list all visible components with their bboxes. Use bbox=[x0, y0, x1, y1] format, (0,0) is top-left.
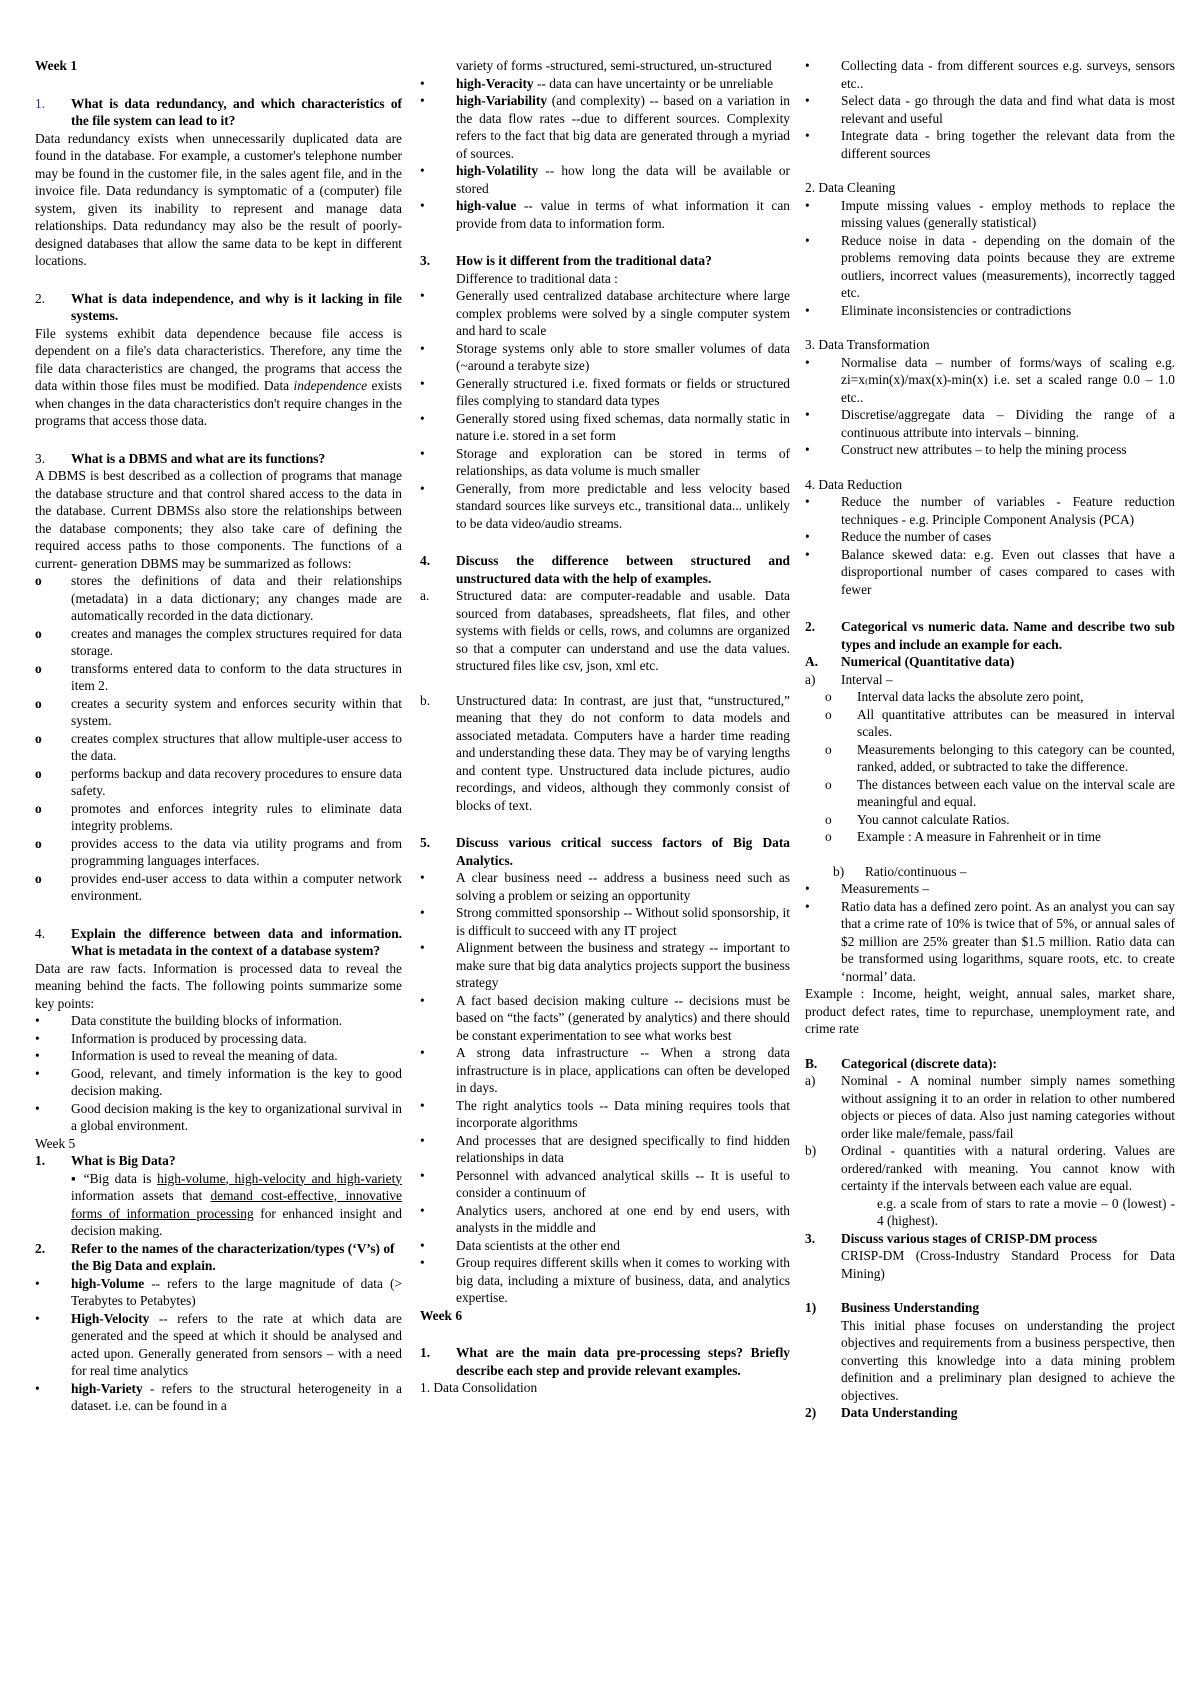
list-item-text: Information is produced by processing data. bbox=[71, 1030, 307, 1046]
question-text: Discuss the difference between structured and unstructured data with the help of examples. bbox=[456, 553, 790, 586]
bullet-icon: • bbox=[420, 1255, 425, 1270]
answer-text: A DBMS is best described as a collection of programs that manage the database structure and that control shared access to the data in the database. Current DBMSs also store the relationships between the database components; they also take care of defining the required access paths to those components. The functions of a current- generation DBMS may be summarized as follows: bbox=[35, 468, 402, 571]
list-item-text: transforms entered data to conform to the data structures in item 2. bbox=[71, 660, 402, 693]
list-item bbox=[35, 1310, 402, 1380]
bullet-icon: • bbox=[805, 354, 810, 370]
circle-bullet-icon: o bbox=[35, 765, 42, 781]
bullet-icon: • bbox=[805, 407, 810, 422]
list-item bbox=[805, 898, 1175, 986]
bullet-icon: • bbox=[35, 1030, 40, 1046]
question-text: What are the main data pre-processing steps? Briefly describe each step and provide relevant examples. bbox=[456, 1345, 790, 1378]
list-item-text: Interval – bbox=[841, 671, 893, 687]
circle-bullet-icon: o bbox=[35, 660, 42, 676]
question-text: Discuss various critical success factors of Big Data Analytics. bbox=[456, 835, 790, 868]
term: high-Variability bbox=[456, 93, 548, 108]
big-data-definition bbox=[35, 1170, 402, 1240]
w6-question-2 bbox=[805, 618, 1175, 653]
bullet-icon: • bbox=[35, 1380, 40, 1396]
week-6-heading: Week 6 bbox=[420, 1307, 463, 1323]
section-title: Categorical (discrete data): bbox=[841, 1055, 997, 1071]
question-text: How is it different from the traditional data? bbox=[456, 253, 712, 268]
question-text: Categorical vs numeric data. Name and describe two sub types and include an example for each. bbox=[841, 619, 1175, 652]
list-item bbox=[35, 572, 402, 625]
list-item bbox=[420, 162, 790, 197]
circle-bullet-icon: o bbox=[825, 689, 832, 704]
stage-title: Business Understanding bbox=[841, 1300, 980, 1315]
answer-text: Data redundancy exists when unnecessarily duplicated data are found in the database. For example, a customer's telephone number may be found in the customer file, in the sales agent file, and in the invoice file. Data redundancy is symptomatic of a (computer) file system, given its inability to represent and manage data relationships. Data redundancy may also be the result of poorly-designed databases that allow the same data to be kept in different locations. bbox=[35, 130, 402, 268]
list-item bbox=[805, 354, 1175, 407]
list-item bbox=[420, 1097, 790, 1132]
list-item-text: promotes and enforces integrity rules to eliminate data integrity problems. bbox=[71, 800, 402, 833]
bullet-icon: • bbox=[805, 93, 810, 108]
list-item-text: Balance skewed data: e.g. Even out classes that have a disproportional number of cases compared to cases with fewer bbox=[841, 546, 1175, 597]
question-number: 4. bbox=[35, 925, 46, 941]
list-item bbox=[420, 92, 790, 162]
bullet-icon: • bbox=[420, 992, 425, 1008]
list-item-text: -- value in terms of what information it can provide from data to information form. bbox=[456, 198, 790, 231]
bullet-icon: • bbox=[805, 529, 810, 544]
crisp-stage-1 bbox=[805, 1299, 1175, 1317]
list-item-text: -- how long the data will be available or stored bbox=[456, 163, 790, 196]
list-item-continuation: variety of forms -structured, semi-structured, un-structured bbox=[456, 58, 772, 73]
bullet-icon: • bbox=[420, 75, 425, 91]
bullet-icon: • bbox=[420, 163, 425, 178]
definition-part: information assets that bbox=[71, 1188, 211, 1203]
key-points-list bbox=[35, 1012, 402, 1135]
bullet-icon: • bbox=[420, 940, 425, 955]
list-item bbox=[35, 800, 402, 835]
term: high-Volume bbox=[71, 1275, 145, 1291]
question-number: 5. bbox=[420, 835, 431, 850]
stage-number: 1) bbox=[805, 1300, 817, 1315]
bullet-icon: • bbox=[35, 1275, 40, 1291]
list-item bbox=[35, 695, 402, 730]
list-item-text: Impute missing values - employ methods to replace the missing values (generally statistical) bbox=[841, 197, 1175, 230]
definition-underlined: demand cost-effective, innovative forms of information processing bbox=[71, 1188, 402, 1221]
ratio-item bbox=[805, 863, 1175, 881]
step-heading: 2. Data Cleaning bbox=[805, 180, 896, 195]
question-text: What is Big Data? bbox=[71, 1153, 176, 1168]
step-heading: 1. Data Consolidation bbox=[420, 1380, 538, 1395]
list-item-text: Generally stored using fixed schemas, data normally static in nature i.e. stored in a set form bbox=[456, 410, 790, 443]
list-item-text: Reduce the number of cases bbox=[841, 529, 992, 544]
list-item bbox=[420, 1132, 790, 1167]
ordinal-example: e.g. a scale from of stars to rate a movie – 0 (lowest) - 4 (highest). bbox=[877, 1195, 1175, 1228]
bullet-icon: • bbox=[805, 197, 810, 213]
success-factors-list bbox=[420, 869, 790, 1307]
list-item-text: provides access to the data via utility programs and from programming languages interfaces. bbox=[71, 835, 402, 868]
ratio-example: Example : Income, height, weight, annual sales, market share, product defect rates, time to repurchase, unemployment rate, and crime rate bbox=[805, 986, 1175, 1036]
list-item-text: Group requires different skills when it comes to working with big data, including a mixture of business, data, and analytics expertise. bbox=[456, 1255, 790, 1305]
circle-bullet-icon: o bbox=[825, 706, 832, 722]
question-2 bbox=[35, 290, 402, 325]
term: high-Variety bbox=[71, 1380, 143, 1396]
circle-bullet-icon: o bbox=[35, 573, 42, 588]
bullet-icon: • bbox=[420, 1167, 425, 1183]
w6-question-3 bbox=[805, 1230, 1175, 1248]
list-item bbox=[805, 92, 1175, 127]
bullet-icon: • bbox=[420, 198, 425, 213]
list-item-text: Select data - go through the data and find what data is most relevant and useful bbox=[841, 93, 1175, 126]
w6-question-1 bbox=[420, 1344, 790, 1379]
list-marker: b) bbox=[805, 1143, 817, 1158]
list-item bbox=[805, 127, 1175, 162]
term: high-Veracity bbox=[456, 75, 534, 91]
numerical-heading bbox=[805, 653, 1175, 671]
bullet-icon: • bbox=[805, 58, 810, 73]
question-number: 3. bbox=[35, 450, 46, 466]
definition-underlined: high-volume, high-velocity and high-variety bbox=[157, 1170, 402, 1186]
list-item-text: Ratio/continuous – bbox=[865, 863, 967, 879]
bullet-icon: • bbox=[420, 1237, 425, 1253]
list-item-text: Ordinal - quantities with a natural ordering. Values are ordered/ranked with meaning. You cannot know with certainty if the intervals between each value are equal. bbox=[841, 1143, 1175, 1193]
bullet-icon: • bbox=[805, 494, 810, 509]
w5-question-5 bbox=[420, 834, 790, 869]
question-number: 2. bbox=[35, 1240, 46, 1256]
bullet-icon: • bbox=[805, 881, 810, 896]
list-item-text: Generally, from more predictable and less velocity based standard sources like surveys etc., transitional data... unlikely to be data video/audio streams. bbox=[456, 480, 790, 531]
list-item bbox=[35, 625, 402, 660]
bullet-icon: • bbox=[420, 410, 425, 426]
list-item-text: Generally used centralized database architecture where large complex problems were solved by a single computer system and hard to scale bbox=[456, 288, 790, 338]
bullet-icon: • bbox=[35, 1048, 40, 1063]
circle-bullet-icon: o bbox=[35, 625, 42, 641]
list-item-text: Good, relevant, and timely information is the key to good decision making. bbox=[71, 1065, 402, 1098]
list-item bbox=[420, 1044, 790, 1097]
circle-bullet-icon: o bbox=[825, 741, 832, 757]
question-number: 1. bbox=[35, 95, 46, 111]
list-item-text: Interval data lacks the absolute zero point, bbox=[857, 689, 1084, 704]
list-item bbox=[420, 445, 790, 480]
term: High-Velocity bbox=[71, 1310, 150, 1326]
question-number: 1. bbox=[420, 1345, 431, 1360]
list-item bbox=[35, 1030, 402, 1048]
list-item-text: The right analytics tools -- Data mining requires tools that incorporate algorithms bbox=[456, 1097, 790, 1130]
list-item-text: Storage and exploration can be stored in terms of relationships, as data volume is much smaller bbox=[456, 445, 790, 478]
list-item bbox=[35, 1047, 402, 1065]
bullet-icon: • bbox=[420, 445, 425, 461]
answer-italic: independence bbox=[293, 378, 368, 393]
list-item bbox=[35, 660, 402, 695]
circle-bullet-icon: o bbox=[35, 835, 42, 851]
list-item bbox=[805, 406, 1175, 441]
categorical-heading bbox=[805, 1055, 1175, 1073]
list-item bbox=[420, 1202, 790, 1237]
list-item-text: Discretise/aggregate data – Dividing the range of a continuous attribute into intervals – binning. bbox=[841, 407, 1175, 440]
step-heading: 3. Data Transformation bbox=[805, 337, 930, 352]
list-item bbox=[805, 741, 1175, 776]
list-item-text: Information is used to reveal the meaning of data. bbox=[71, 1048, 338, 1063]
list-item-text: performs backup and data recovery procedures to ensure data safety. bbox=[71, 765, 402, 798]
list-item bbox=[805, 828, 1175, 846]
list-item bbox=[805, 880, 1175, 898]
list-item-text: -- refers to the rate at which data are generated and the speed at which it should be analysed and acted upon. Generally generated from sensors – with a need for real time analytics bbox=[71, 1310, 402, 1378]
bullet-icon: • bbox=[35, 1100, 40, 1116]
list-item-text: - refers to the structural heterogeneity in a dataset. i.e. can be found in a bbox=[71, 1380, 402, 1413]
list-item bbox=[420, 1167, 790, 1202]
bullet-icon: • bbox=[420, 1202, 425, 1218]
week-1-heading: Week 1 bbox=[35, 58, 78, 73]
bullet-icon: • bbox=[805, 442, 810, 457]
list-item-text: A fact based decision making culture -- decisions must be based on “the facts” (generated by analytics) and there should be constant experimentation to see what works best bbox=[456, 992, 790, 1043]
circle-bullet-icon: o bbox=[35, 730, 42, 746]
list-item bbox=[420, 992, 790, 1045]
list-item-text: Unstructured data: In contrast, are just that, “unstructured,” meaning that they do not conform to data models and associated metadata. Computers have a harder time reading and understanding these data. They may be of varying lengths and content type. Unstructured data include pictures, audio recordings, and videos, although they commonly consist of blocks of text. bbox=[456, 692, 790, 813]
list-item-text: Data scientists at the other end bbox=[456, 1237, 620, 1253]
question-text: Refer to the names of the characterization/types (‘V’s) of the Big Data and explain. bbox=[71, 1240, 395, 1273]
list-item-text: creates complex structures that allow multiple-user access to the data. bbox=[71, 730, 402, 763]
list-item bbox=[805, 688, 1175, 706]
list-item-text: (and complexity) -- based on a variation in the data flow rates --due to different sources. Complexity refers to the fact that big data are generated through a myriad of sources. bbox=[456, 93, 790, 161]
bullet-icon: • bbox=[420, 375, 425, 391]
answer-part: exists when changes in the data characteristics don't require changes in the programs that access those data. bbox=[35, 378, 402, 428]
list-item bbox=[805, 546, 1175, 599]
answer-text: CRISP-DM (Cross-Industry Standard Process for Data Mining) bbox=[841, 1248, 1175, 1281]
list-item bbox=[420, 375, 790, 410]
bullet-icon: • bbox=[805, 546, 810, 562]
list-item bbox=[35, 1275, 402, 1310]
list-item-text: Example : A measure in Fahrenheit or in time bbox=[857, 829, 1101, 844]
list-item-text: The distances between each value on the interval scale are meaningful and equal. bbox=[857, 776, 1175, 809]
list-item-text: Eliminate inconsistencies or contradictions bbox=[841, 302, 1072, 318]
circle-bullet-icon: o bbox=[35, 800, 42, 816]
bullet-icon: • bbox=[805, 128, 810, 143]
list-item bbox=[420, 287, 790, 340]
list-marker: b. bbox=[420, 692, 431, 708]
list-marker: a) bbox=[805, 1073, 816, 1088]
bullet-icon: • bbox=[420, 870, 425, 885]
question-3 bbox=[35, 450, 402, 468]
stage-number: 2) bbox=[805, 1405, 817, 1420]
question-number: 2. bbox=[805, 619, 816, 634]
answer-text bbox=[35, 325, 402, 430]
list-item bbox=[420, 340, 790, 375]
bullet-icon: • bbox=[805, 302, 810, 318]
definition-part: ▪ “Big data is bbox=[71, 1170, 158, 1186]
bullet-icon: • bbox=[35, 1310, 40, 1326]
circle-bullet-icon: o bbox=[825, 776, 832, 792]
list-item bbox=[805, 302, 1175, 320]
list-item bbox=[35, 1065, 402, 1100]
answer-text: Difference to traditional data : bbox=[456, 270, 618, 286]
bullet-icon: • bbox=[420, 905, 425, 920]
list-item-text: Integrate data - bring together the relevant data from the different sources bbox=[841, 128, 1175, 161]
interval-item bbox=[805, 671, 1175, 689]
list-item-text: stores the definitions of data and their relationships (metadata) in a data dictionary; any changes made are automatically recorded in the data dictionary. bbox=[71, 573, 402, 623]
column-3 bbox=[805, 57, 1175, 1422]
list-marker: a. bbox=[420, 588, 430, 603]
question-number: 2. bbox=[35, 290, 46, 306]
list-item bbox=[805, 528, 1175, 546]
list-item bbox=[420, 480, 790, 533]
unstructured-data-item bbox=[420, 692, 790, 815]
question-4 bbox=[35, 925, 402, 960]
list-item bbox=[35, 765, 402, 800]
list-item-text: Measurements – bbox=[841, 881, 930, 896]
column-2 bbox=[420, 57, 790, 1397]
bullet-icon: • bbox=[420, 93, 425, 108]
bullet-icon: • bbox=[420, 1132, 425, 1148]
question-number: 3. bbox=[420, 253, 431, 268]
list-item-text: -- data can have uncertainty or be unreliable bbox=[533, 75, 774, 91]
crisp-stage-2 bbox=[805, 1404, 1175, 1422]
section-title: Numerical (Quantitative data) bbox=[841, 654, 1015, 669]
term: high-value bbox=[456, 198, 517, 213]
bullet-icon: • bbox=[420, 480, 425, 496]
list-item-text: Reduce the number of variables - Feature reduction techniques - e.g. Principle Component Analysis (PCA) bbox=[841, 494, 1175, 527]
list-item bbox=[35, 1100, 402, 1135]
question-number: 4. bbox=[420, 553, 431, 568]
question-text: What is a DBMS and what are its functions? bbox=[71, 450, 326, 466]
list-item-text: Measurements belonging to this category can be counted, ranked, added, or subtracted to take the difference. bbox=[857, 741, 1175, 774]
question-text: What is data redundancy, and which characteristics of the file system can lead to it? bbox=[71, 95, 402, 128]
question-text: Discuss various stages of CRISP-DM process bbox=[841, 1230, 1098, 1246]
section-marker: A. bbox=[805, 654, 819, 669]
list-item bbox=[420, 75, 790, 93]
nominal-item bbox=[805, 1072, 1175, 1142]
list-item bbox=[420, 869, 790, 904]
list-item-text: Nominal - A nominal number simply names something without assigning it to an order in relation to other numbered objects or pieces of data. Also just naming categories without order like male/female, pass/fail bbox=[841, 1073, 1175, 1141]
bullet-icon: • bbox=[420, 288, 425, 303]
list-item bbox=[35, 730, 402, 765]
list-item-text: provides end-user access to data within a computer network environment. bbox=[71, 870, 402, 903]
structured-data-item bbox=[420, 587, 790, 675]
column-1 bbox=[35, 57, 402, 1415]
interval-list bbox=[805, 688, 1175, 846]
w5-question-3 bbox=[420, 252, 790, 270]
section-marker: B. bbox=[805, 1055, 818, 1071]
list-item bbox=[35, 835, 402, 870]
list-item bbox=[805, 57, 1175, 92]
w5-question-2 bbox=[35, 1240, 402, 1275]
list-item-text: Good decision making is the key to organizational survival in a global environment. bbox=[71, 1100, 402, 1133]
list-item bbox=[805, 441, 1175, 459]
question-number: 1. bbox=[35, 1153, 46, 1168]
bullet-icon: • bbox=[805, 232, 810, 248]
w5-question-4 bbox=[420, 552, 790, 587]
circle-bullet-icon: o bbox=[825, 811, 832, 827]
list-item bbox=[35, 1012, 402, 1030]
bullet-icon: • bbox=[420, 1045, 425, 1060]
list-item bbox=[420, 1254, 790, 1307]
list-item bbox=[35, 1380, 402, 1415]
stage-description: This initial phase focuses on understanding the project objectives and requirements from a business perspective, then converting this knowledge into a data mining problem definition and a preliminary plan designed to achieve the objectives. bbox=[841, 1317, 1175, 1403]
answer-part: File systems exhibit data dependence because file access is dependent on a file's data characteristics. Therefore, any time the file data characteristics are changed, the programs that access the data within those files must be modified. Data bbox=[35, 325, 402, 393]
ordinal-item bbox=[805, 1142, 1175, 1195]
bullet-icon: • bbox=[805, 898, 810, 914]
list-item-text: Personnel with advanced analytical skills -- It is useful to consider a continuum of bbox=[456, 1167, 790, 1200]
question-text: Explain the difference between data and information. What is metadata in the context of a database system? bbox=[71, 925, 402, 958]
list-item-text: Data constitute the building blocks of information. bbox=[71, 1013, 343, 1028]
dbms-functions-list bbox=[35, 572, 402, 905]
list-item bbox=[420, 904, 790, 939]
question-text: What is data independence, and why is it lacking in file systems. bbox=[71, 290, 402, 323]
list-item bbox=[420, 410, 790, 445]
list-item-text: Strong committed sponsorship -- Without solid sponsorship, it is difficult to succeed with any IT project bbox=[456, 905, 790, 938]
list-item bbox=[805, 493, 1175, 528]
bullet-icon: • bbox=[420, 1097, 425, 1113]
week-5-heading: Week 5 bbox=[35, 1135, 76, 1151]
traditional-data-list bbox=[420, 287, 790, 532]
list-item bbox=[805, 232, 1175, 302]
list-item-text: Construct new attributes – to help the mining process bbox=[841, 442, 1127, 457]
list-marker: a) bbox=[805, 671, 816, 687]
list-item-text: A strong data infrastructure -- When a strong data infrastructure is in place, applications can often be developed in days. bbox=[456, 1045, 790, 1095]
step-heading: 4. Data Reduction bbox=[805, 476, 903, 492]
stage-title: Data Understanding bbox=[841, 1405, 958, 1420]
bullet-icon: • bbox=[420, 340, 425, 356]
question-number: 3. bbox=[805, 1230, 816, 1246]
list-item bbox=[805, 811, 1175, 829]
circle-bullet-icon: o bbox=[35, 695, 42, 711]
bullet-icon: • bbox=[35, 1065, 40, 1081]
list-item-text: Structured data: are computer-readable and usable. Data sourced from databases, spreadsheets, flat files, and other systems with fields or cells, rows, and columns are organized so that a computer can understand and use the data values. structured files like csv, json, xml etc. bbox=[456, 588, 790, 673]
list-item-text: Collecting data - from different sources e.g. surveys, sensors etc.. bbox=[841, 58, 1175, 91]
list-item bbox=[805, 197, 1175, 232]
list-item-text: -- refers to the large magnitude of data (> Terabytes to Petabytes) bbox=[71, 1275, 402, 1308]
list-item bbox=[420, 1237, 790, 1255]
list-item-text: creates and manages the complex structures required for data storage. bbox=[71, 625, 402, 658]
list-item bbox=[805, 776, 1175, 811]
circle-bullet-icon: o bbox=[825, 829, 832, 844]
list-item bbox=[35, 870, 402, 905]
list-item-text: Alignment between the business and strategy -- important to make sure that big data analytics projects support the business strategy bbox=[456, 940, 790, 990]
list-item-text: All quantitative attributes can be measured in interval scales. bbox=[857, 706, 1175, 739]
list-item-text: Generally structured i.e. fixed formats or fields or structured files complying to standard data types bbox=[456, 375, 790, 408]
list-item-text: And processes that are designed specifically to find hidden relationships in data bbox=[456, 1132, 790, 1165]
list-item bbox=[420, 197, 790, 232]
answer-text: Data are raw facts. Information is processed data to reveal the meaning behind the facts. The following points summarize some key points: bbox=[35, 960, 402, 1011]
list-item-text: Reduce noise in data - depending on the domain of the problems removing data points because they are extreme outliers, incorrect values (measurements), incorrectly tagged etc. bbox=[841, 232, 1175, 300]
list-marker: b) bbox=[833, 863, 845, 879]
list-item-text: Analytics users, anchored at one end by end users, with analysts in the middle and bbox=[456, 1202, 790, 1235]
list-item-text: Storage systems only able to store smaller volumes of data (~around a terabyte size) bbox=[456, 340, 790, 373]
circle-bullet-icon: o bbox=[35, 870, 42, 886]
w5-question-1 bbox=[35, 1152, 402, 1170]
list-item-text: creates a security system and enforces security within that system. bbox=[71, 695, 402, 728]
question-1 bbox=[35, 95, 402, 130]
list-item-text: You cannot calculate Ratios. bbox=[857, 811, 1010, 827]
definition-part: for enhanced insight and decision making. bbox=[71, 1205, 402, 1238]
list-item-text: Normalise data – number of forms/ways of scaling e.g. zi=x₍min(x)/max(x)-min(x) i.e. set a scaled range 0.0 – 1.0 etc.. bbox=[841, 354, 1175, 405]
bullet-icon: • bbox=[35, 1013, 40, 1028]
list-item-text: Ratio data has a defined zero point. As an analyst you can say that a crime rate of 10% is twice that of 5%, or annual sales of $2 million are 25% greater than $1.5 million. Ratio data can be transformed using logarithms, square roots, etc. to create ‘normal’ data. bbox=[841, 898, 1175, 984]
list-item bbox=[805, 706, 1175, 741]
list-item-text: A clear business need -- address a business need such as solving a problem or seizing an opportunity bbox=[456, 870, 790, 903]
list-item bbox=[420, 939, 790, 992]
term: high-Volatility bbox=[456, 163, 539, 178]
